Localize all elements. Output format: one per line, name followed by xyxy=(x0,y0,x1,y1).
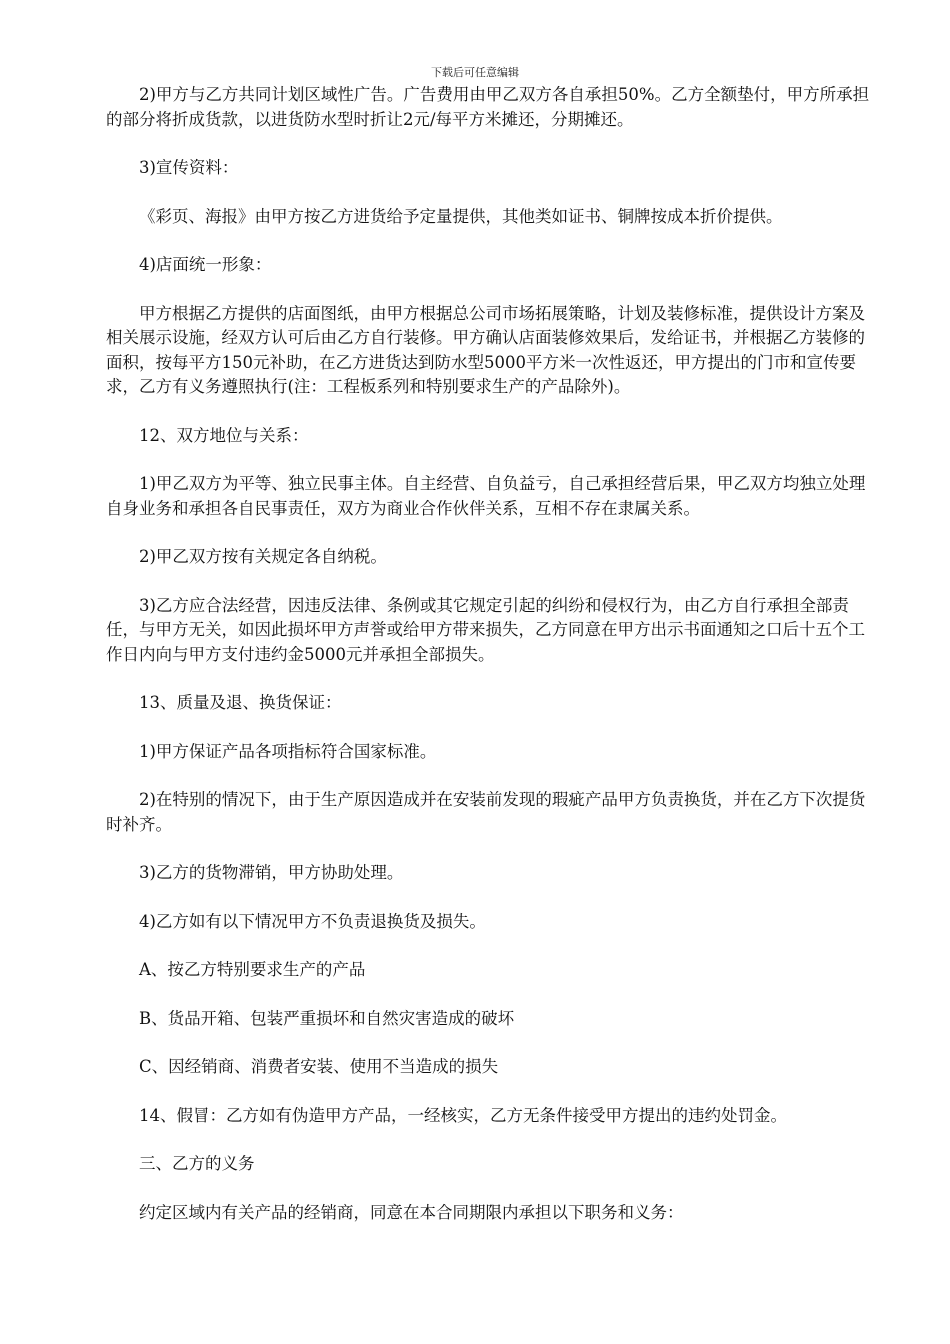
paragraph-storefront: 甲方根据乙方提供的店面图纸，由甲方根据总公司市场拓展策略，计划及装修标准，提供设计方案及相关展示设施，经双方认可后由乙方自行装修。甲方确认店面装修效果后，发给证书，并根据乙方装修的面积，按每平方150元补助，在乙方进货达到防水型5000平方米一次性返还，甲方提出的门市和宣传要求，乙方有义务遵照执行(注：工程板系列和特别要求生产的产品除外)。 xyxy=(106,303,865,396)
paragraph-13-1: 1)甲方保证产品各项指标符合国家标准。 xyxy=(139,741,437,761)
list-item-c: C、因经销商、消费者安装、使用不当造成的损失 xyxy=(139,1057,499,1076)
paragraph-12-2: 2)甲乙双方按有关规定各自纳税。 xyxy=(139,547,387,566)
paragraph-12-3: 3)乙方应合法经营，因违反法律、条例或其它规定引起的纠纷和侵权行为，由乙方自行承担全部责任，与甲方无关，如因此损坏甲方声誉或给甲方带来损失，乙方同意在甲方出示书面通知之口后十五个工作日内向与甲方支付违约金5000元并承担全部损失。 xyxy=(106,595,865,664)
paragraph-13-2: 2)在特别的情况下，由于生产原因造成并在安装前发现的瑕疵产品甲方负责换货，并在乙方下次提货时补齐。 xyxy=(106,790,866,834)
section-14-counterfeit: 14、假冒：乙方如有伪造甲方产品，一经核实，乙方无条件接受甲方提出的违约处罚金。 xyxy=(139,1105,787,1125)
section-13-heading: 13、质量及退、换货保证： xyxy=(139,693,342,712)
paragraph-ad-cost: 2)甲方与乙方共同计划区域性广告。广告费用由甲乙双方各自承担50%。乙方全额垫付，甲方所承担的部分将折成货款，以进货防水型时折让2元/每平方米摊还，分期摊还。 xyxy=(106,85,870,129)
paragraph-storefront-heading: 4)店面统一形象： xyxy=(139,255,272,274)
section-12-heading: 12、双方地位与关系： xyxy=(139,425,309,445)
paragraph-13-3: 3)乙方的货物滞销，甲方协助处理。 xyxy=(139,863,404,882)
list-item-b: B、货品开箱、包装严重损坏和自然灾害造成的破坏 xyxy=(139,1008,515,1028)
page-header-note: 下载后可任意编辑 xyxy=(431,66,519,79)
paragraph-obligations-intro: 约定区域内有关产品的经销商，同意在本合同期限内承担以下职务和义务： xyxy=(139,1202,684,1222)
section-3-heading: 三、乙方的义务 xyxy=(139,1154,255,1173)
paragraph-promo-materials-heading: 3)宣传资料： xyxy=(139,158,239,177)
paragraph-13-4: 4)乙方如有以下情况甲方不负责退换货及损失。 xyxy=(139,911,486,931)
paragraph-promo-materials: 《彩页、海报》由甲方按乙方进货给予定量提供，其他类如证书、铜牌按成本折价提供。 xyxy=(139,206,783,226)
list-item-a: A、按乙方特别要求生产的产品 xyxy=(139,960,366,979)
paragraph-12-1: 1)甲乙双方为平等、独立民事主体。自主经营、自负益亏，自己承担经营后果，甲乙双方均独立处理自身业务和承担各自民事责任，双方为商业合作伙伴关系，互相不存在隶属关系。 xyxy=(106,474,866,518)
document-body xyxy=(106,83,874,1249)
